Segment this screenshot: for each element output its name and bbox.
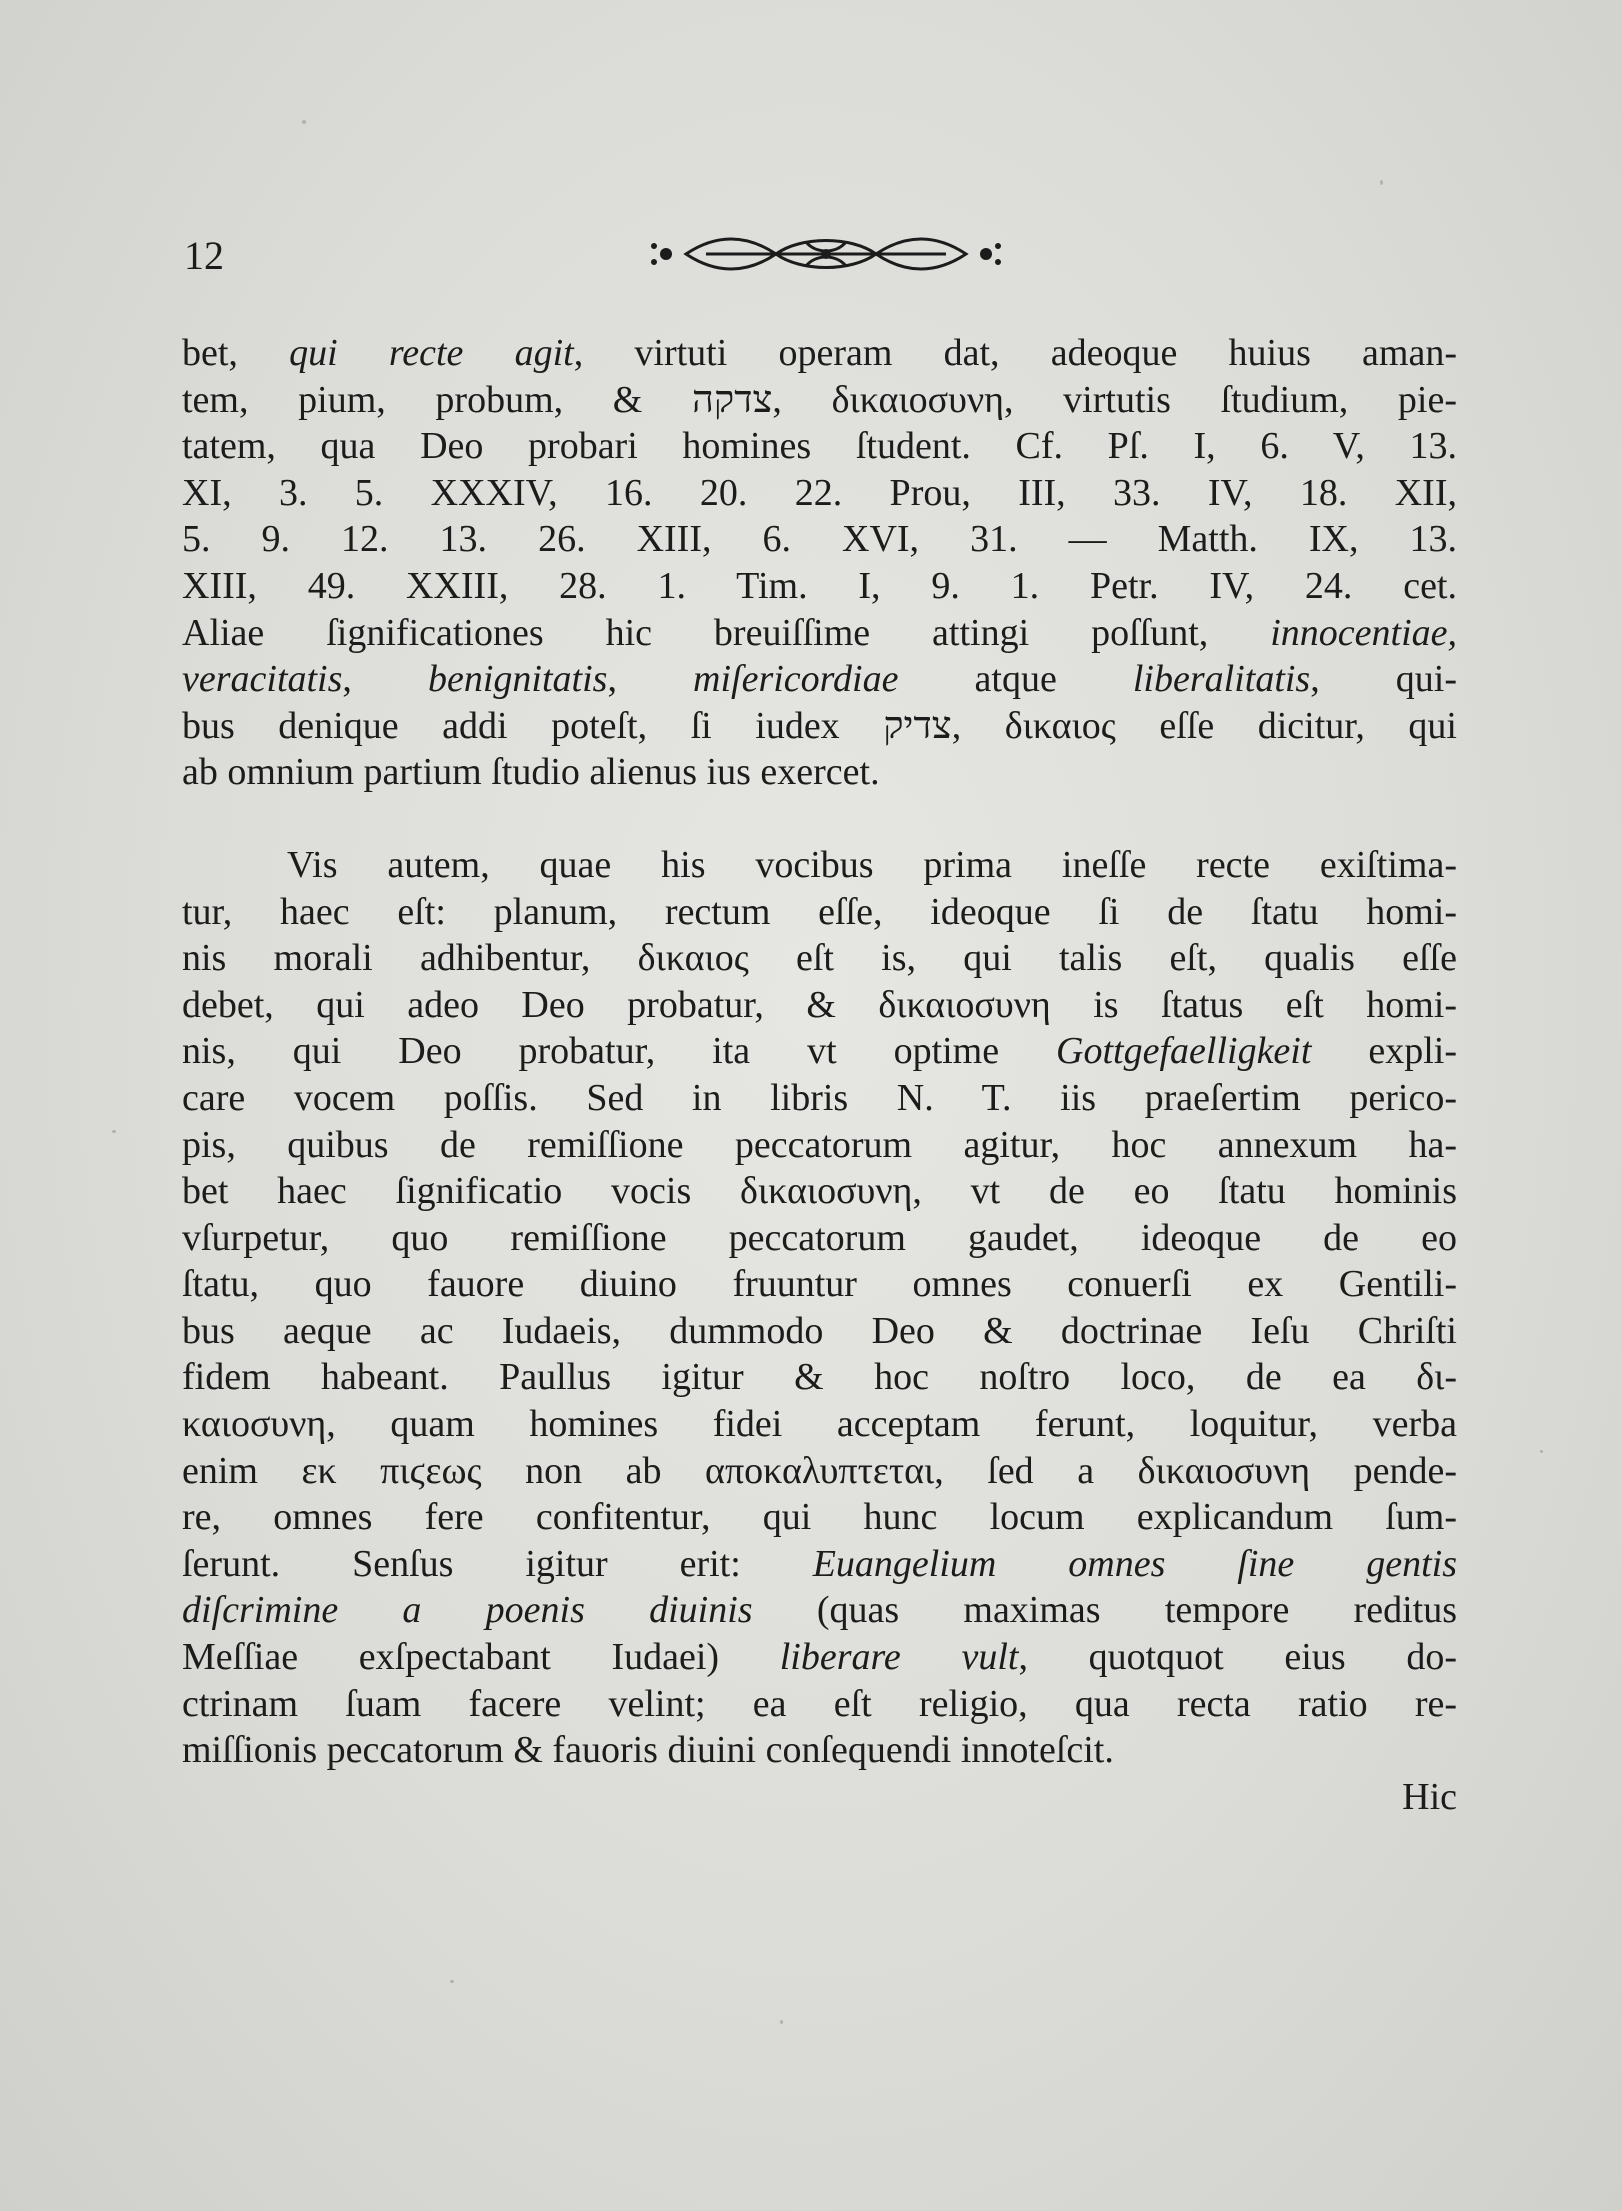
text-segment: , qui- (1310, 658, 1458, 701)
text-segment: enim εκ πιϛεως non ab αποκαλυπτεται, ſed a δικαιοσυνη pende- (182, 1449, 1457, 1492)
text-segment: ctrinam ſuam facere velint; ea eſt religio, qua recta ratio re- (182, 1682, 1457, 1725)
text-line (182, 1028, 1457, 1075)
text-segment: ſerunt. Senſus igitur erit: (182, 1542, 813, 1585)
text-segment: , (342, 658, 428, 701)
text-line (182, 1494, 1457, 1541)
text-segment: fidem habeant. Paullus igitur & hoc noſtro loco, de ea δι- (182, 1356, 1457, 1399)
text-line (182, 610, 1457, 657)
page-header (184, 226, 1474, 286)
text-segment: tem, pium, probum, & צדקה, δικαιοσυνη, virtutis ſtudium, pie- (182, 378, 1457, 421)
paragraph-gap (182, 796, 1457, 842)
text-segment: bus aeque ac Iudaeis, dummodo Deo & doctrinae Ieſu Chriſti (182, 1309, 1457, 1352)
text-segment: XI, 3. 5. XXXIV, 16. 20. 22. Prou, III, 33. IV, 18. XII, (182, 471, 1457, 514)
text-segment: innocentiae, (1270, 611, 1457, 654)
text-line (182, 330, 1457, 377)
text-line (182, 423, 1457, 470)
text-line (182, 1587, 1457, 1634)
text-line (182, 1634, 1457, 1681)
text-line (182, 1122, 1457, 1169)
text-line (182, 703, 1457, 750)
text-line (182, 935, 1457, 982)
text-line (182, 470, 1457, 517)
body-text (182, 330, 1457, 1820)
text-line (182, 563, 1457, 610)
text-segment: tur, haec eſt: planum, rectum eſſe, ideoque ſi de ſtatu homi- (182, 890, 1457, 933)
text-segment: expli- (1311, 1030, 1457, 1073)
text-segment: , quotquot eius do- (1018, 1636, 1457, 1679)
text-line (182, 842, 1457, 889)
page-number: 12 (184, 233, 224, 278)
text-segment: bus denique addi poteſt, ſi iudex צדיק, δικαιος eſſe dicitur, qui (182, 704, 1457, 747)
text-segment: tatem, qua Deo probari homines ſtudent. Cf. Pſ. I, 6. V, 13. (182, 425, 1457, 468)
text-segment: bet haec ſignificatio vocis δικαιοσυνη, vt de eo ſtatu hominis (182, 1170, 1457, 1213)
text-line (182, 656, 1457, 703)
text-line (182, 377, 1457, 424)
text-segment: nis morali adhibentur, δικαιος eſt is, qui talis eſt, qualis eſſe (182, 937, 1457, 980)
text-segment: ſtatu, quo fauore diuino fruuntur omnes conuerſi ex Gentili- (182, 1263, 1457, 1306)
catchword: Hic (1402, 1775, 1457, 1818)
text-segment: Aliae ſignificationes hic breuiſſime attingi poſſunt, (182, 611, 1271, 654)
text-segment: liberalitatis (1132, 658, 1311, 701)
text-line (182, 1401, 1457, 1448)
text-segment: qui recte agit (289, 332, 574, 374)
text-line (182, 1261, 1457, 1308)
text-segment: (quas maximas tempore reditus (752, 1589, 1457, 1632)
text-line (182, 1215, 1457, 1262)
text-line (182, 1354, 1457, 1401)
text-segment: atque (898, 658, 1133, 701)
text-segment: miſſionis peccatorum & fauoris diuini conſequendi innoteſcit. (182, 1729, 1114, 1772)
text-line (182, 1681, 1457, 1728)
text-line (182, 1541, 1457, 1588)
text-segment: , virtuti operam dat, adeoque huius aman- (573, 332, 1457, 374)
decorative-ornament-icon (646, 226, 1006, 282)
text-line (182, 889, 1457, 936)
text-segment: benignitatis (427, 658, 608, 701)
text-segment: liberare vult (779, 1636, 1019, 1679)
text-segment: Gottgefaelligkeit (1056, 1030, 1312, 1073)
text-segment: Euangelium omnes ſine gentis (812, 1542, 1457, 1585)
text-line (182, 982, 1457, 1029)
text-line (182, 1168, 1457, 1215)
text-segment: re, omnes fere confitentur, qui hunc locum explicandum ſum- (182, 1496, 1457, 1539)
text-line (182, 1448, 1457, 1495)
text-segment: diſcrimine a poenis diuinis (182, 1589, 753, 1632)
text-segment: care vocem poſſis. Sed in libris N. T. iis praeſertim perico- (182, 1076, 1457, 1119)
text-segment: ab omnium partium ſtudio alienus ius exercet. (182, 751, 880, 794)
text-segment: Vis autem, quae his vocibus prima ineſſe recte exiſtima- (287, 843, 1457, 886)
text-line (182, 749, 1457, 796)
text-segment: pis, quibus de remiſſione peccatorum agitur, hoc annexum ha- (182, 1123, 1457, 1166)
text-line (182, 1075, 1457, 1122)
text-segment: XIII, 49. XXIII, 28. 1. Tim. I, 9. 1. Petr. IV, 24. cet. (182, 564, 1457, 607)
text-line (182, 1727, 1457, 1774)
text-segment: miſericordiae (693, 658, 899, 701)
text-line (182, 516, 1457, 563)
text-segment: 5. 9. 12. 13. 26. XIII, 6. XVI, 31. — Matth. IX, 13. (182, 518, 1457, 561)
text-segment: vſurpetur, quo remiſſione peccatorum gaudet, ideoque de eo (182, 1216, 1457, 1259)
text-segment: καιοσυνη, quam homines fidei acceptam ferunt, loquitur, verba (182, 1403, 1457, 1446)
text-segment: , (607, 658, 694, 701)
text-segment: debet, qui adeo Deo probatur, & δικαιοσυνη is ſtatus eſt homi- (182, 983, 1457, 1026)
text-segment: bet, (182, 332, 290, 374)
text-line (182, 1308, 1457, 1355)
text-segment: veracitatis (182, 658, 343, 701)
text-segment: nis, qui Deo probatur, ita vt optime (182, 1030, 1057, 1073)
text-segment: Meſſiae exſpectabant Iudaei) (182, 1636, 780, 1679)
